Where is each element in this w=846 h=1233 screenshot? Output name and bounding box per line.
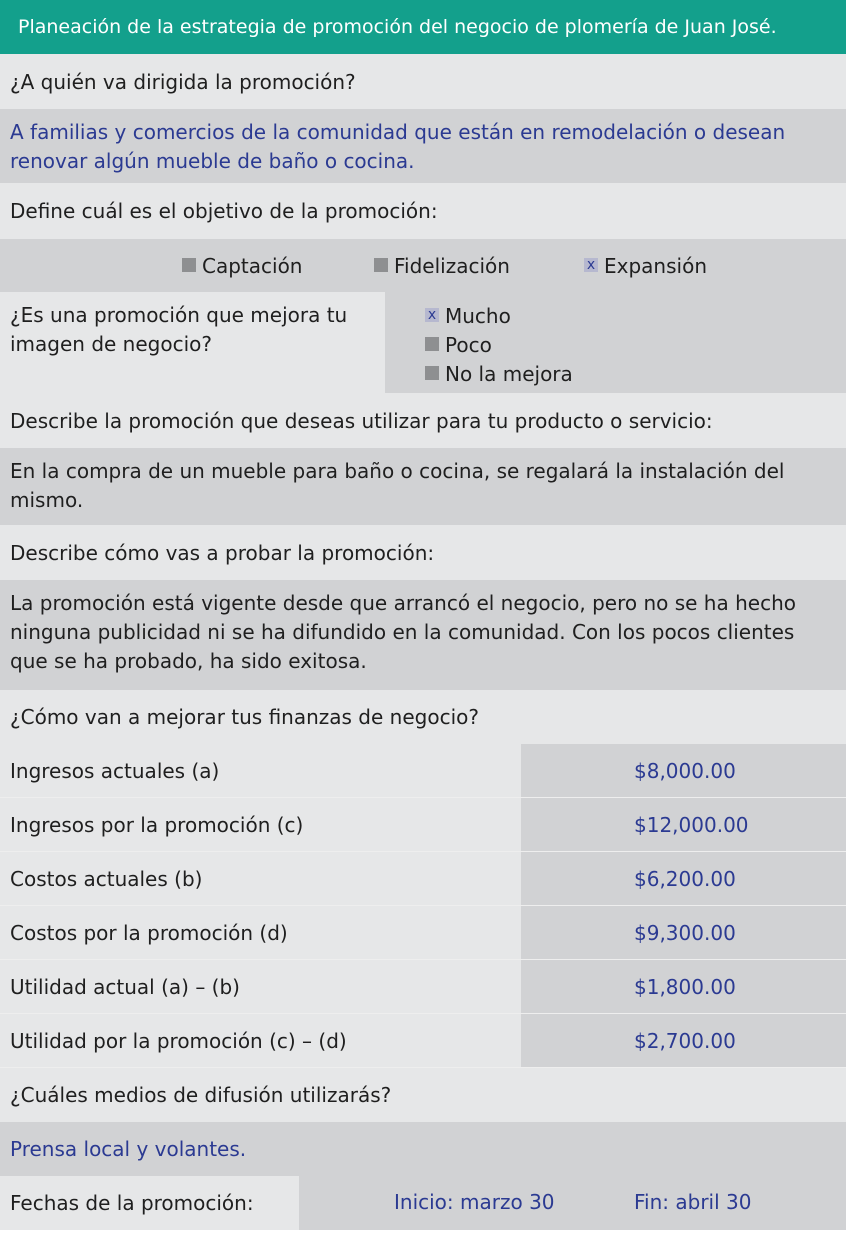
checkbox-no-la-mejora[interactable]: [425, 366, 439, 380]
objective-option-label: Fidelización: [394, 253, 510, 278]
image-question: ¿Es una promoción que mejora tu imagen de negocio?: [0, 292, 385, 393]
media-answer: Prensa local y volantes.: [0, 1122, 846, 1176]
finance-label: Ingresos actuales (a): [0, 744, 521, 797]
objective-options: [0, 239, 846, 292]
image-option-no-la-mejora[interactable]: [425, 359, 846, 388]
target-answer: A familias y comercios de la comunidad que están en remodelación o desean renovar algún mueble de baño o cocina.: [0, 109, 846, 183]
start-date: Inicio: marzo 30: [394, 1190, 555, 1214]
checkbox-expansion[interactable]: x: [584, 258, 598, 272]
dates-row: [0, 1176, 846, 1230]
finance-value: $9,300.00: [521, 906, 846, 959]
objective-option-captacion[interactable]: [182, 254, 302, 278]
finance-row: [0, 1014, 846, 1068]
finance-value: $8,000.00: [521, 744, 846, 797]
objective-option-label: Expansión: [604, 253, 707, 278]
finance-label: Utilidad actual (a) – (b): [0, 960, 521, 1013]
objective-option-expansion[interactable]: [584, 254, 707, 278]
checkbox-captacion[interactable]: [182, 258, 196, 272]
finance-value: $2,700.00: [521, 1014, 846, 1067]
end-date: Fin: abril 30: [634, 1190, 752, 1214]
checkbox-fidelizacion[interactable]: [374, 258, 388, 272]
finance-value: $12,000.00: [521, 798, 846, 851]
checkbox-mucho[interactable]: x: [425, 308, 439, 322]
image-options: [385, 292, 846, 393]
finance-value: $6,200.00: [521, 852, 846, 905]
finance-row: [0, 744, 846, 798]
image-improvement-row: [0, 292, 846, 393]
media-question: ¿Cuáles medios de difusión utilizarás?: [0, 1068, 846, 1122]
objective-option-fidelizacion[interactable]: [374, 254, 510, 278]
image-option-label: Mucho: [445, 303, 511, 328]
finance-row: [0, 906, 846, 960]
dates-label: Fechas de la promoción:: [0, 1176, 299, 1230]
testing-answer: La promoción está vigente desde que arrancó el negocio, pero no se ha hecho ninguna publicidad ni se ha difundido en la comunidad. Con los pocos clientes que se ha probado, ha sido exitosa.: [0, 580, 846, 690]
finance-label: Costos actuales (b): [0, 852, 521, 905]
checkbox-poco[interactable]: [425, 337, 439, 351]
form-title: Planeación de la estrategia de promoción del negocio de plomería de Juan José.: [0, 0, 846, 54]
image-option-label: Poco: [445, 332, 492, 357]
finance-row: [0, 960, 846, 1014]
testing-question: Describe cómo vas a probar la promoción:: [0, 525, 846, 580]
objective-question: Define cuál es el objetivo de la promoción:: [0, 183, 846, 239]
dates-values: [299, 1176, 846, 1230]
finance-label: Ingresos por la promoción (c): [0, 798, 521, 851]
target-question: ¿A quién va dirigida la promoción?: [0, 54, 846, 109]
description-answer: En la compra de un mueble para baño o cocina, se regalará la instalación del mismo.: [0, 448, 846, 525]
image-option-label: No la mejora: [445, 361, 573, 386]
objective-option-label: Captación: [202, 253, 303, 278]
image-option-mucho[interactable]: [425, 301, 846, 330]
finance-row: [0, 852, 846, 906]
finance-label: Utilidad por la promoción (c) – (d): [0, 1014, 521, 1067]
finance-row: [0, 798, 846, 852]
finance-label: Costos por la promoción (d): [0, 906, 521, 959]
image-option-poco[interactable]: [425, 330, 846, 359]
description-question: Describe la promoción que deseas utilizar para tu producto o servicio:: [0, 393, 846, 448]
finance-value: $1,800.00: [521, 960, 846, 1013]
finances-question: ¿Cómo van a mejorar tus finanzas de negocio?: [0, 690, 846, 744]
